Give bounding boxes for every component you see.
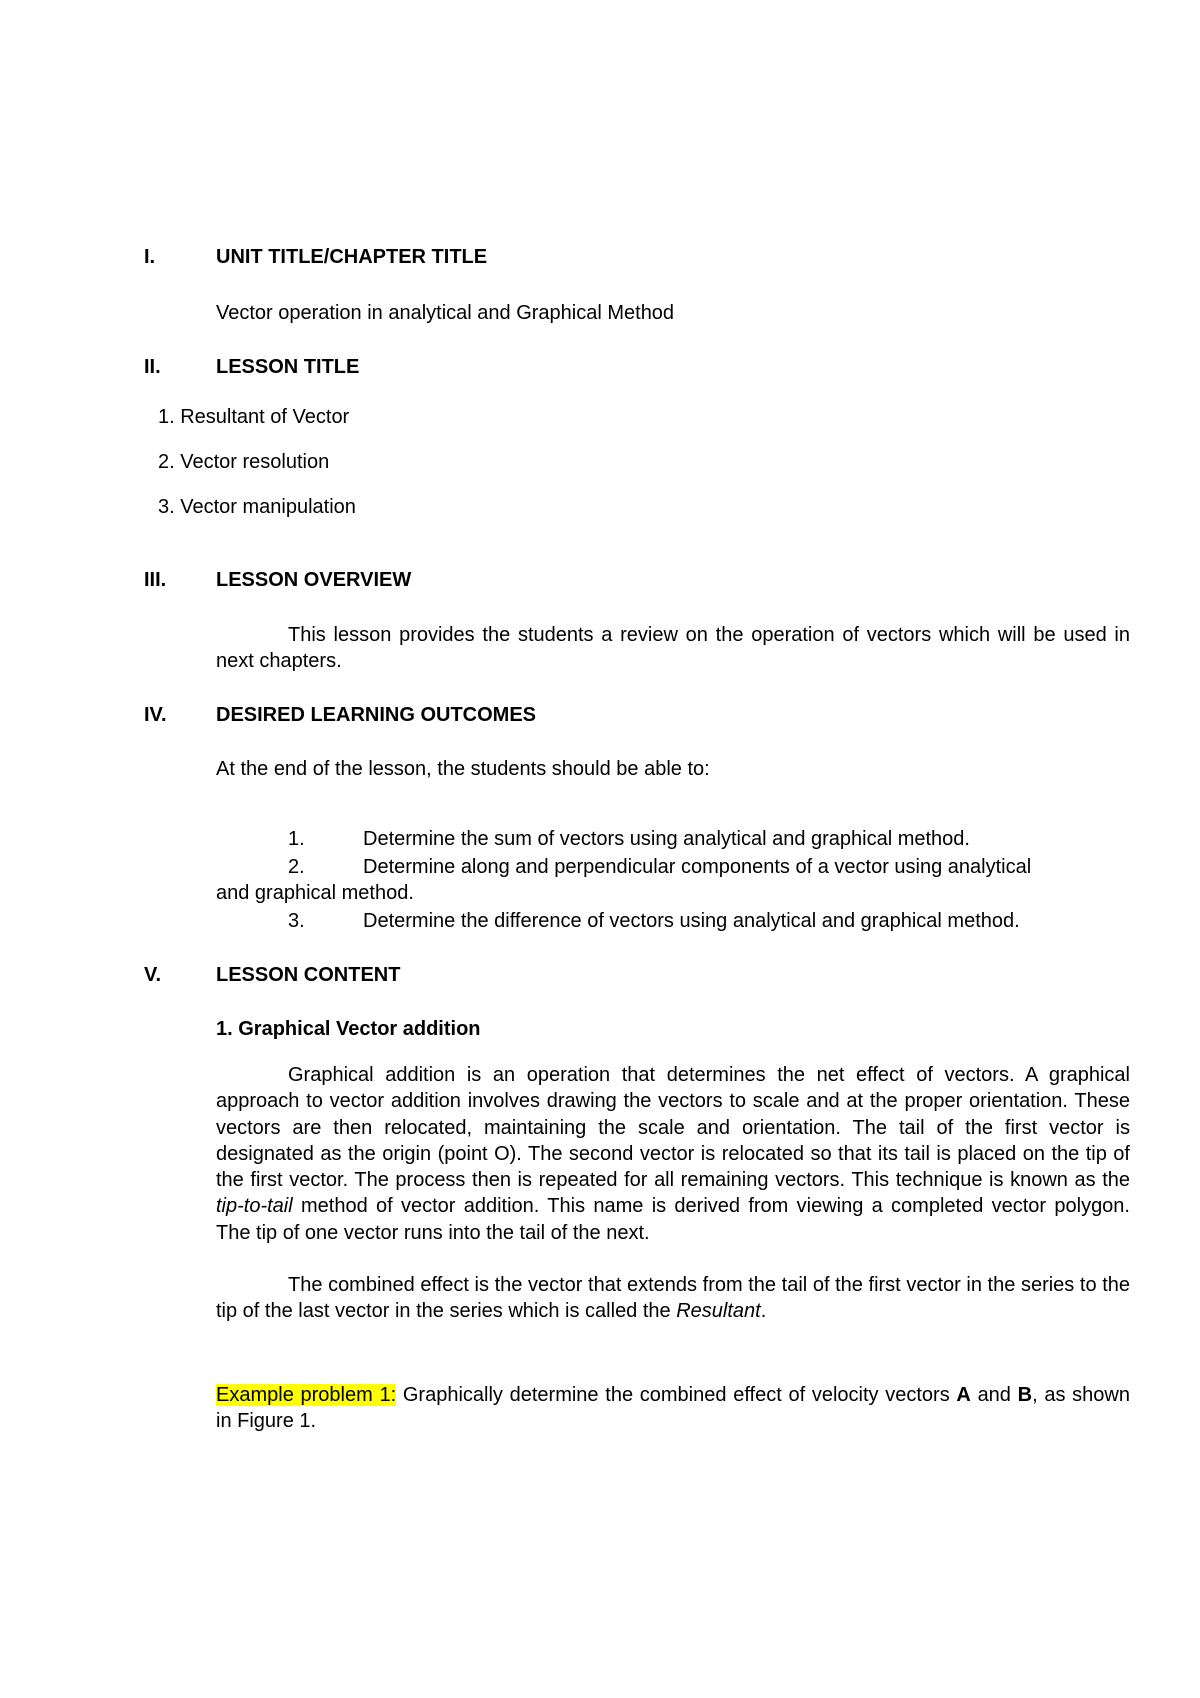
vector-a-label: A bbox=[956, 1384, 971, 1406]
paragraph-text: and bbox=[970, 1384, 1018, 1406]
paragraph-text: Graphical addition is an operation that determines the net effect of vectors. A graphical approach to vector addition involves drawing the vectors to scale and at the proper orientation. These vectors are then relocated, maintaining the scale and orientation. The tail of the first vector is designated as the origin (point O). The second vector is relocated so that its tail is placed on the tip of the first vector. The process then is repeated for all remaining vectors. This technique is known as the bbox=[216, 1064, 1130, 1192]
resultant-term: Resultant bbox=[676, 1300, 761, 1323]
section-1-heading: UNIT TITLE/CHAPTER TITLE bbox=[216, 246, 488, 268]
section-4-heading: DESIRED LEARNING OUTCOMES bbox=[216, 704, 537, 726]
outcome-number: 3. bbox=[288, 910, 305, 932]
paragraph-text: , as shown in Figure 1. bbox=[216, 1384, 1130, 1433]
tip-to-tail-term: tip-to-tail bbox=[216, 1195, 293, 1218]
graphical-addition-paragraph bbox=[216, 1062, 1130, 1246]
example-problem-paragraph bbox=[216, 1382, 1130, 1435]
outcome-text-continued: and graphical method. bbox=[216, 882, 414, 904]
section-1-numeral: I. bbox=[144, 246, 156, 268]
outcomes-intro: At the end of the lesson, the students should be able to: bbox=[216, 758, 710, 780]
section-3-heading: LESSON OVERVIEW bbox=[216, 569, 412, 591]
outcome-number: 1. bbox=[288, 828, 305, 850]
subsection-heading: 1. Graphical Vector addition bbox=[216, 1018, 481, 1040]
example-problem-label: Example problem 1: bbox=[216, 1384, 397, 1406]
section-2-numeral: II. bbox=[144, 356, 161, 378]
vector-b-label: B bbox=[1017, 1384, 1033, 1406]
unit-title-text: Vector operation in analytical and Graphical Method bbox=[216, 302, 675, 324]
paragraph-text: The combined effect is the vector that extends from the tail of the first vector in the series to the tip of the last vector in the series which is called the bbox=[216, 1274, 1130, 1323]
lesson-title-item: 3. Vector manipulation bbox=[158, 496, 356, 518]
paragraph-text: . bbox=[760, 1300, 767, 1323]
paragraph-text: Graphically determine the combined effect of velocity vectors bbox=[396, 1384, 957, 1406]
section-5-heading: LESSON CONTENT bbox=[216, 964, 401, 986]
resultant-paragraph bbox=[216, 1272, 1130, 1325]
paragraph-text: method of vector addition. This name is derived from viewing a completed vector polygon. The tip of one vector runs into the tail of the next. bbox=[216, 1195, 1130, 1244]
lesson-overview-paragraph: This lesson provides the students a review on the operation of vectors which will be used in next chapters. bbox=[216, 624, 1130, 673]
section-3-numeral: III. bbox=[144, 569, 167, 591]
lesson-title-item: 2. Vector resolution bbox=[158, 451, 330, 473]
section-4-numeral: IV. bbox=[144, 704, 167, 726]
lesson-title-item: 1. Resultant of Vector bbox=[158, 406, 350, 428]
outcome-text: Determine the difference of vectors using analytical and graphical method. bbox=[363, 910, 1020, 932]
section-5-numeral: V. bbox=[144, 964, 162, 986]
outcome-number: 2. bbox=[288, 856, 305, 878]
section-2-heading: LESSON TITLE bbox=[216, 356, 360, 378]
outcome-text: Determine along and perpendicular components of a vector using analytical bbox=[363, 856, 1032, 878]
outcome-text: Determine the sum of vectors using analytical and graphical method. bbox=[363, 828, 970, 850]
